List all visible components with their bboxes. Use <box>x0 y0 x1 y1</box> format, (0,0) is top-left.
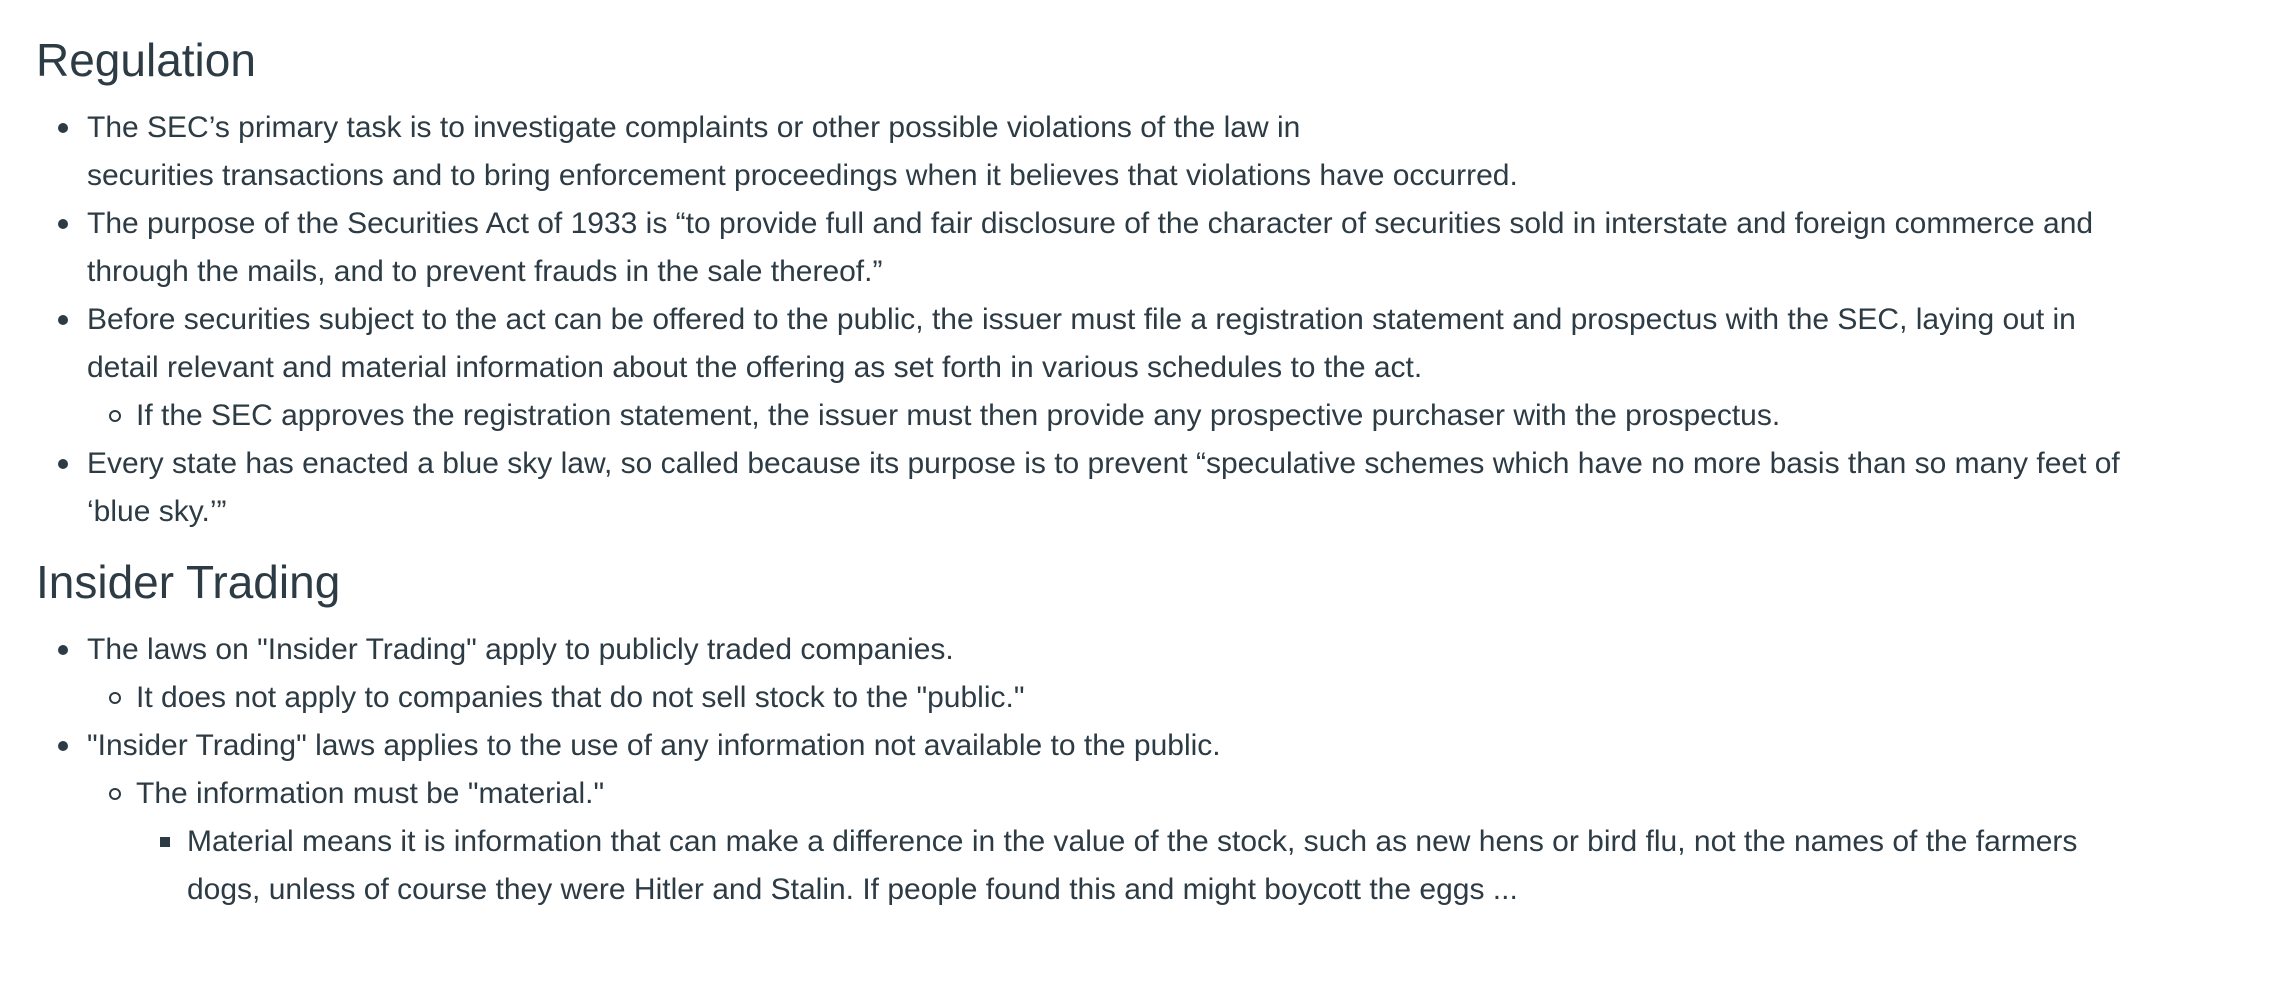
sub-list-item <box>36 674 2236 722</box>
disc-bullet-icon <box>58 219 68 229</box>
insider-trading-sublist <box>36 674 2236 722</box>
sub-sub-list-item-text: Material means it is information that can make a difference in the value of the stock, such as new hens or bird flu, not the names of the farmers <box>187 825 2078 858</box>
disc-bullet-icon <box>58 645 68 655</box>
list-item-text: detail relevant and material information about the offering as set forth in various schedules to the act. <box>87 351 1423 384</box>
sub-list-item-text: If the SEC approves the registration statement, the issuer must then provide any prospective purchaser with the prospectus. <box>136 399 1781 432</box>
sub-sub-list-item-text: dogs, unless of course they were Hitler and Stalin. If people found this and might boycott the eggs ... <box>187 873 1518 906</box>
insider-trading-list-continued <box>36 722 2236 770</box>
circle-bullet-icon <box>109 692 121 704</box>
disc-bullet-icon <box>58 315 68 325</box>
list-item-text: Every state has enacted a blue sky law, so called because its purpose is to prevent “speculative schemes which have no more basis than so many feet of <box>87 447 2120 480</box>
section-heading-insider-trading: Insider Trading <box>36 556 341 608</box>
list-item-text: The SEC’s primary task is to investigate complaints or other possible violations of the law in <box>87 111 1301 144</box>
list-item <box>36 440 2236 536</box>
list-item <box>36 104 2236 200</box>
list-item <box>36 626 2236 674</box>
disc-bullet-icon <box>58 123 68 133</box>
list-item <box>36 200 2236 296</box>
insider-trading-subsublist <box>36 818 2236 914</box>
sub-list-item <box>36 392 2236 440</box>
circle-bullet-icon <box>109 788 121 800</box>
list-item <box>36 722 2236 770</box>
square-bullet-icon <box>160 837 170 847</box>
list-item-text: Before securities subject to the act can be offered to the public, the issuer must file a registration statement and prospectus with the SEC, laying out in <box>87 303 2076 336</box>
list-item-text: securities transactions and to bring enforcement proceedings when it believes that violations have occurred. <box>87 159 1518 192</box>
sub-sub-list-item <box>36 818 2236 914</box>
sub-list-item-text: The information must be "material." <box>136 777 605 810</box>
regulation-sublist <box>36 392 2236 440</box>
regulation-list <box>36 104 2236 392</box>
list-item <box>36 296 2236 392</box>
insider-trading-list <box>36 626 2236 674</box>
list-item-text: The laws on "Insider Trading" apply to publicly traded companies. <box>87 633 954 666</box>
section-heading-regulation: Regulation <box>36 34 256 86</box>
list-item-text: "Insider Trading" laws applies to the use of any information not available to the public. <box>87 729 1221 762</box>
list-item-text: ‘blue sky.’” <box>87 495 227 528</box>
sub-list-item <box>36 770 2236 818</box>
list-item-text: The purpose of the Securities Act of 1933 is “to provide full and fair disclosure of the character of securities sold in interstate and foreign commerce and <box>87 207 2094 240</box>
insider-trading-sublist-2 <box>36 770 2236 818</box>
sub-list-item-text: It does not apply to companies that do not sell stock to the "public." <box>136 681 1025 714</box>
list-item-text: through the mails, and to prevent frauds in the sale thereof.” <box>87 255 883 288</box>
regulation-list-continued <box>36 440 2236 536</box>
circle-bullet-icon <box>109 410 121 422</box>
disc-bullet-icon <box>58 459 68 469</box>
disc-bullet-icon <box>58 741 68 751</box>
